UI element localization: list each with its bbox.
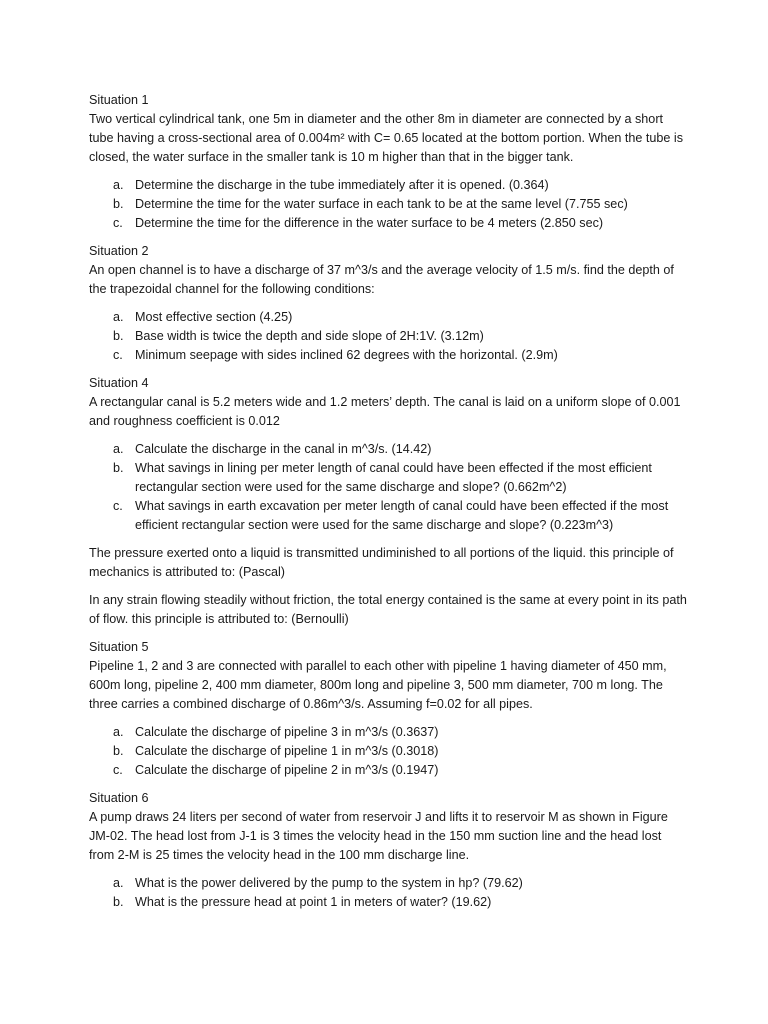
- situation-2-questions: [89, 308, 687, 365]
- situation-4-body: A rectangular canal is 5.2 meters wide and 1.2 meters’ depth. The canal is laid on a uniform slope of 0.001 and roughness coefficient is 0.012: [89, 395, 681, 428]
- question-item: [89, 874, 687, 893]
- situation-2-heading: Situation 2: [89, 244, 149, 258]
- bernoulli-question: [89, 591, 687, 629]
- item-text: Calculate the discharge of pipeline 2 in m^3/s (0.1947): [135, 763, 439, 777]
- situation-6-body: A pump draws 24 liters per second of water from reservoir J and lifts it to reservoir M as shown in Figure JM-02. The head lost from J-1 is 3 times the velocity head in the 150 mm suction line and the head lost from 2-M is 25 times the velocity head in the 100 mm discharge line.: [89, 810, 668, 862]
- item-text: Most effective section (4.25): [135, 310, 293, 324]
- item-text: Base width is twice the depth and side slope of 2H:1V. (3.12m): [135, 329, 484, 343]
- situation-6-questions: [89, 874, 687, 912]
- item-text: What is the power delivered by the pump to the system in hp? (79.62): [135, 876, 523, 890]
- item-marker: a.: [113, 310, 124, 324]
- question-item: [89, 308, 687, 327]
- item-marker: b.: [113, 744, 124, 758]
- question-item: [89, 742, 687, 761]
- situation-2: [89, 242, 687, 299]
- situation-5-body: Pipeline 1, 2 and 3 are connected with parallel to each other with pipeline 1 having diameter of 450 mm, 600m long, pipeline 2, 400 mm diameter, 800m long and pipeline 3, 500 mm diameter, 700 m long. The three carries a combined discharge of 0.86m^3/s. Assuming f=0.02 for all pipes.: [89, 659, 667, 711]
- item-text: What savings in earth excavation per meter length of canal could have been effected if the most efficient rectangular section were used for the same discharge and slope? (0.223m^3): [135, 499, 669, 532]
- item-text: Calculate the discharge in the canal in m^3/s. (14.42): [135, 442, 432, 456]
- situation-1: [89, 91, 687, 167]
- item-marker: a.: [113, 442, 124, 456]
- item-marker: a.: [113, 178, 124, 192]
- question-item: [89, 440, 687, 459]
- question-item: [89, 195, 687, 214]
- question-item: [89, 214, 687, 233]
- question-item: [89, 176, 687, 195]
- item-text: What savings in lining per meter length of canal could have been effected if the most efficient rectangular section were used for the same discharge and slope? (0.662m^2): [135, 461, 652, 494]
- pascal-question: [89, 544, 687, 582]
- item-marker: b.: [113, 461, 124, 475]
- item-marker: a.: [113, 876, 124, 890]
- situation-5: [89, 638, 687, 714]
- situation-5-questions: [89, 723, 687, 780]
- situation-4-heading: Situation 4: [89, 376, 149, 390]
- item-marker: b.: [113, 329, 124, 343]
- situation-4-questions: [89, 440, 687, 535]
- item-marker: c.: [113, 348, 123, 362]
- item-marker: c.: [113, 763, 123, 777]
- question-item: [89, 459, 687, 497]
- item-marker: a.: [113, 725, 124, 739]
- bernoulli-question-text: In any strain flowing steadily without friction, the total energy contained is the same at every point in its path of flow. this principle is attributed to: (Bernoulli): [89, 593, 687, 626]
- question-item: [89, 346, 687, 365]
- document-page: [89, 91, 687, 921]
- question-item: [89, 723, 687, 742]
- situation-2-body: An open channel is to have a discharge of 37 m^3/s and the average velocity of 1.5 m/s. find the depth of the trapezoidal channel for the following conditions:: [89, 263, 674, 296]
- item-marker: c.: [113, 499, 123, 513]
- item-text: Calculate the discharge of pipeline 1 in m^3/s (0.3018): [135, 744, 439, 758]
- situation-6-heading: Situation 6: [89, 791, 149, 805]
- situation-1-body: Two vertical cylindrical tank, one 5m in diameter and the other 8m in diameter are connected by a short tube having a cross-sectional area of 0.004m² with C= 0.65 located at the bottom portion. When the tube is closed, the water surface in the smaller tank is 10 m higher than that in the bigger tank.: [89, 112, 683, 164]
- item-marker: c.: [113, 216, 123, 230]
- item-text: Determine the discharge in the tube immediately after it is opened. (0.364): [135, 178, 549, 192]
- item-marker: b.: [113, 895, 124, 909]
- situation-1-questions: [89, 176, 687, 233]
- item-text: Calculate the discharge of pipeline 3 in m^3/s (0.3637): [135, 725, 439, 739]
- item-text: Minimum seepage with sides inclined 62 degrees with the horizontal. (2.9m): [135, 348, 558, 362]
- item-text: What is the pressure head at point 1 in meters of water? (19.62): [135, 895, 492, 909]
- situation-5-heading: Situation 5: [89, 640, 149, 654]
- item-marker: b.: [113, 197, 124, 211]
- question-item: [89, 893, 687, 912]
- item-text: Determine the time for the water surface in each tank to be at the same level (7.755 sec): [135, 197, 628, 211]
- question-item: [89, 327, 687, 346]
- question-item: [89, 497, 687, 535]
- item-text: Determine the time for the difference in the water surface to be 4 meters (2.850 sec): [135, 216, 604, 230]
- situation-6: [89, 789, 687, 865]
- situation-1-heading: Situation 1: [89, 93, 149, 107]
- situation-4: [89, 374, 687, 431]
- pascal-question-text: The pressure exerted onto a liquid is transmitted undiminished to all portions of the liquid. this principle of mechanics is attributed to: (Pascal): [89, 546, 674, 579]
- question-item: [89, 761, 687, 780]
